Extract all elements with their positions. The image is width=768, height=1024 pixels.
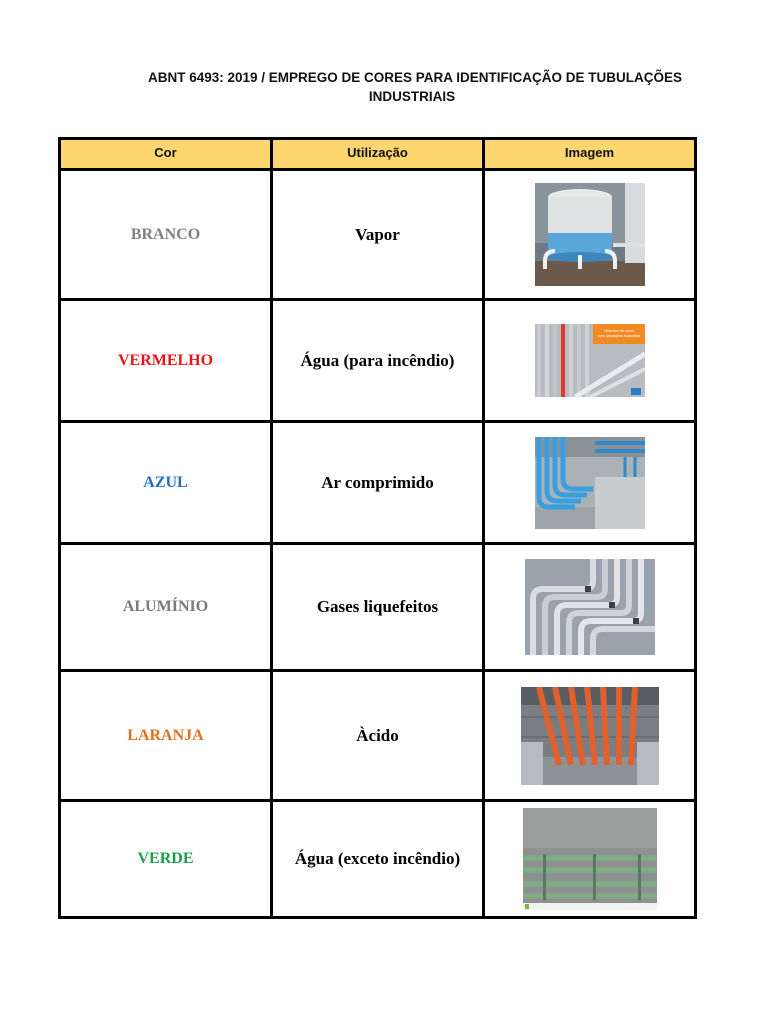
table-header-row	[60, 139, 696, 170]
image-cell	[484, 300, 696, 422]
utilizacao-cell	[272, 671, 484, 801]
cor-cell	[60, 801, 272, 918]
cor-cell	[60, 300, 272, 422]
image-caption-2: para tubulações industriais	[597, 334, 640, 338]
cor-label: AZUL	[143, 473, 188, 491]
utilizacao-cell	[272, 170, 484, 300]
color-table	[58, 137, 697, 919]
table-row	[60, 801, 696, 918]
table-row	[60, 422, 696, 544]
table-row	[60, 300, 696, 422]
utilizacao-label: Vapor	[355, 224, 400, 244]
cor-cell	[60, 544, 272, 671]
image-caption-1: Descubra as cores	[603, 329, 634, 333]
white-tank-photo	[535, 183, 645, 286]
utilizacao-label: Água (para incêndio)	[300, 350, 455, 370]
orange-pipes-photo	[521, 687, 659, 785]
table-row	[60, 170, 696, 300]
image-cell	[484, 801, 696, 918]
image-cell	[484, 422, 696, 544]
cor-label: BRANCO	[130, 225, 201, 243]
red-pipes-photo	[535, 324, 645, 397]
utilizacao-cell	[272, 801, 484, 918]
utilizacao-label: Ar comprimido	[321, 472, 434, 492]
blue-pipes-photo	[535, 437, 645, 529]
title-line-2: INDUSTRIAIS	[368, 89, 456, 104]
cor-cell	[60, 170, 272, 300]
image-cell	[484, 671, 696, 801]
cor-label: LARANJA	[127, 726, 204, 744]
header-imagem: Imagem	[484, 139, 696, 170]
utilizacao-cell	[272, 300, 484, 422]
cor-cell	[60, 422, 272, 544]
utilizacao-label: Água (exceto incêndio)	[294, 849, 461, 868]
cor-label: VERMELHO	[117, 351, 214, 369]
table-row	[60, 671, 696, 801]
utilizacao-label: Gases liquefeitos	[316, 597, 439, 616]
table-row	[60, 544, 696, 671]
green-pipes-photo	[523, 808, 657, 910]
title-line-1: ABNT 6493: 2019 / EMPREGO DE CORES PARA IDENTIFICAÇÃO DE TUBULAÇÕES	[147, 70, 683, 85]
image-cell	[484, 170, 696, 300]
header-utilizacao: Utilização	[272, 139, 484, 170]
aluminum-pipes-photo	[525, 559, 655, 655]
utilizacao-label: Àcido	[356, 725, 399, 745]
image-cell	[484, 544, 696, 671]
document-title	[60, 68, 760, 106]
cor-label: ALUMÍNIO	[122, 598, 209, 615]
utilizacao-cell	[272, 544, 484, 671]
cor-label: VERDE	[137, 850, 194, 867]
utilizacao-cell	[272, 422, 484, 544]
header-cor: Cor	[60, 139, 272, 170]
cor-cell	[60, 671, 272, 801]
